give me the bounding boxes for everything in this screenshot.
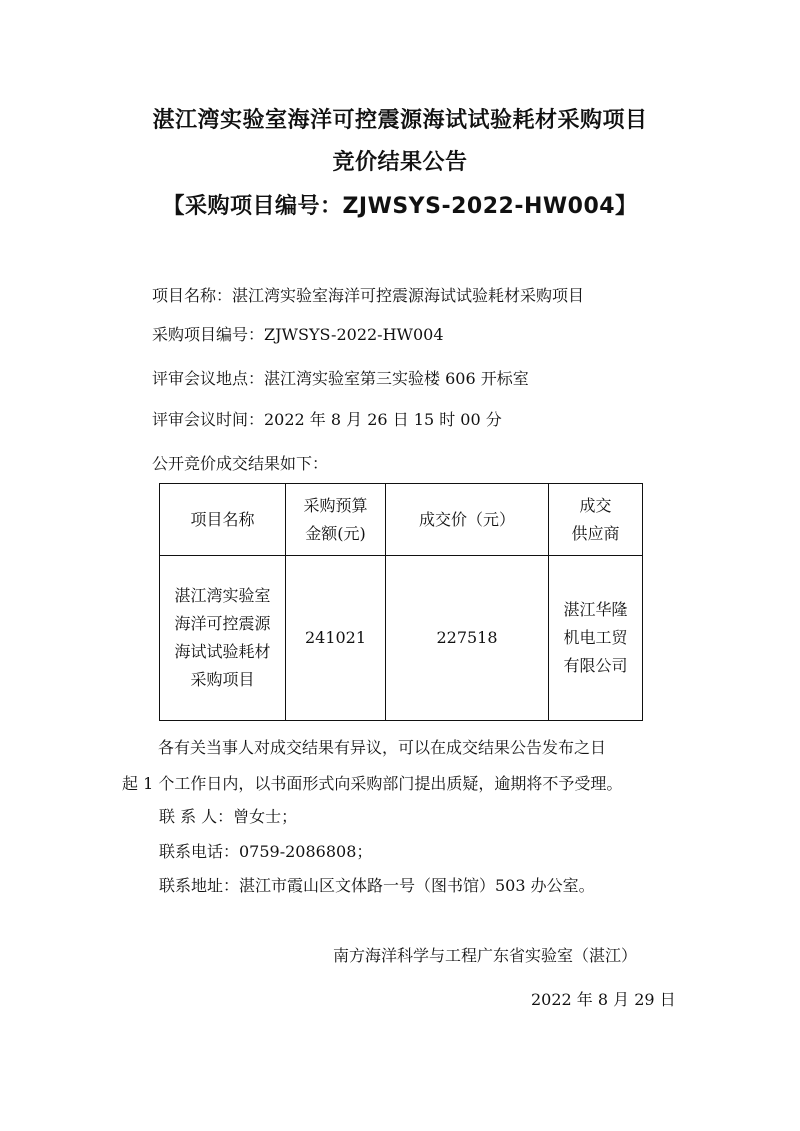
footer-organization: 南方海洋科学与工程广东省实验室（湛江） (333, 946, 638, 965)
header-budget: 采购预算 金额(元) (286, 484, 386, 556)
table-header-row (160, 484, 643, 556)
title-line-1: 湛江湾实验室海洋可控震源海试试验耗材采购项目 (152, 108, 648, 133)
meeting-time: 评审会议时间：2022 年 8 月 26 日 15 时 00 分 (152, 410, 502, 429)
header-price: 成交价（元） (386, 484, 549, 556)
contact-person: 联 系 人：曾女士； (159, 807, 298, 826)
title-line-3: 【采购项目编号：ZJWSYS-2022-HW004】 (162, 194, 638, 219)
cell-supplier: 湛江华隆 机电工贸 有限公司 (549, 556, 643, 721)
header-project-name: 项目名称 (160, 484, 286, 556)
cell-budget: 241021 (286, 556, 386, 721)
header-supplier: 成交 供应商 (549, 484, 643, 556)
table-row (160, 556, 643, 721)
notice-paragraph (122, 730, 692, 802)
cell-project-name: 湛江湾实验室 海洋可控震源 海试试验耗材 采购项目 (160, 556, 286, 721)
title-line-2: 竞价结果公告 (332, 150, 468, 175)
notice-line-1: 各有关当事人对成交结果有异议，可以在成交结果公告发布之日 (158, 738, 607, 757)
result-table (159, 483, 643, 721)
meeting-location: 评审会议地点：湛江湾实验室第三实验楼 606 开标室 (152, 369, 529, 388)
footer-date: 2022 年 8 月 29 日 (531, 990, 676, 1009)
notice-line-2: 起 1 个工作日内，以书面形式向采购部门提出质疑，逾期将不予受理。 (122, 774, 623, 793)
project-number: 采购项目编号：ZJWSYS-2022-HW004 (152, 325, 444, 344)
cell-price: 227518 (386, 556, 549, 721)
contact-phone: 联系电话：0759-2086808； (159, 842, 373, 861)
result-intro: 公开竞价成交结果如下： (152, 454, 329, 473)
project-name: 项目名称：湛江湾实验室海洋可控震源海试试验耗材采购项目 (152, 286, 585, 305)
contact-address: 联系地址：湛江市霞山区文体路一号（图书馆）503 办公室。 (159, 876, 595, 895)
